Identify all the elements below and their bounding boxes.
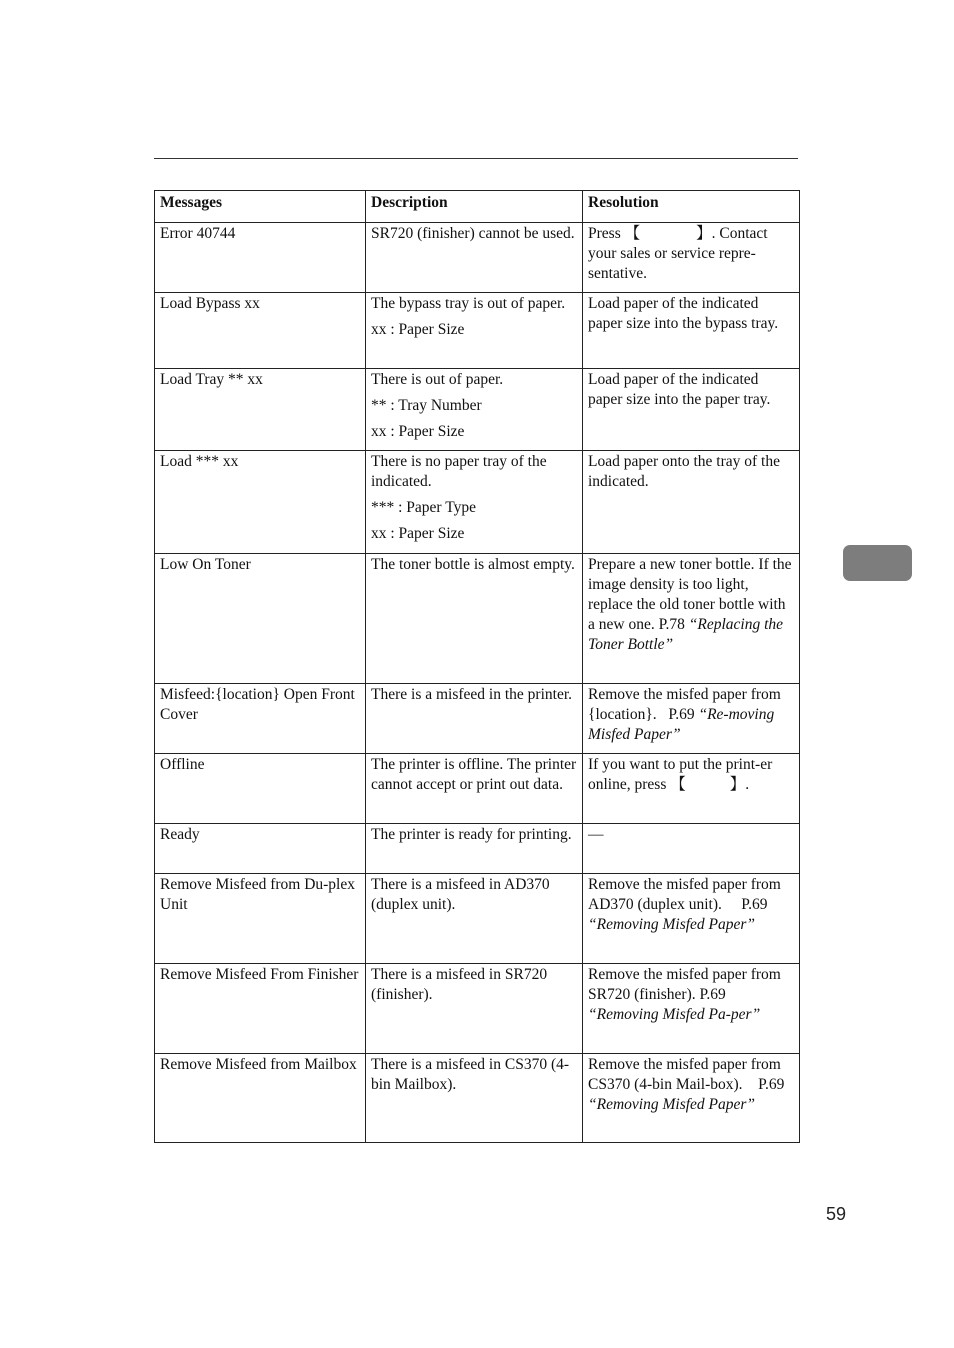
reference-title[interactable]: “Removing Misfed Paper” — [588, 1096, 756, 1113]
table-row — [155, 554, 800, 684]
table-row — [155, 1054, 800, 1143]
reference-page[interactable]: P.69 — [668, 706, 699, 723]
description-cell: There is a misfeed in the printer. — [366, 684, 583, 754]
table-row — [155, 223, 800, 293]
page-number: 59 — [825, 1204, 846, 1224]
error-messages-table — [154, 190, 800, 1143]
reference-title[interactable]: “Replacing the Toner Bottle” — [588, 616, 784, 653]
table-row — [155, 754, 800, 824]
message-cell: Offline — [155, 754, 366, 824]
key-bracket-open: 【 — [624, 225, 641, 242]
description-cell: The printer is ready for printing. — [366, 824, 583, 874]
table-row — [155, 874, 800, 964]
resolution-cell — [583, 754, 800, 824]
reference-title[interactable]: “Re-moving Misfed Paper” — [588, 706, 775, 743]
description-line: *** : Paper Type — [371, 499, 476, 516]
resolution-cell — [583, 554, 800, 684]
resolution-cell — [583, 874, 800, 964]
resolution-cell: Load paper of the indicated paper size into the bypass tray. — [583, 293, 800, 369]
resolution-cell — [583, 684, 800, 754]
message-cell: Load *** xx — [155, 451, 366, 554]
description-line: There is no paper tray of the indicated. — [371, 453, 547, 490]
resolution-cell: Load paper of the indicated paper size into the paper tray. — [583, 369, 800, 451]
resolution-text: . Contact your sales or service repre-sentative. — [588, 225, 768, 282]
resolution-text: . — [745, 776, 750, 793]
description-cell: There is a misfeed in AD370 (duplex unit). — [366, 874, 583, 964]
table-header-row — [155, 191, 800, 223]
message-cell: Remove Misfeed from Mailbox — [155, 1054, 366, 1143]
key-bracket-close: 】 — [696, 225, 712, 242]
message-cell: Load Bypass xx — [155, 293, 366, 369]
resolution-cell: — — [583, 824, 800, 874]
resolution-cell — [583, 1054, 800, 1143]
table-row — [155, 964, 800, 1054]
key-bracket-close: 】 — [729, 776, 746, 793]
key-bracket-open: 【 — [670, 776, 686, 793]
message-cell: Error 40744 — [155, 223, 366, 293]
description-cell: The printer is offline. The printer cannot accept or print out data. — [366, 754, 583, 824]
message-cell: Ready — [155, 824, 366, 874]
column-header-description: Description — [366, 191, 583, 223]
column-header-messages: Messages — [155, 191, 366, 223]
table-row — [155, 684, 800, 754]
description-cell: SR720 (finisher) cannot be used. — [366, 223, 583, 293]
description-cell — [366, 451, 583, 554]
resolution-text: Remove the misfed paper from CS370 (4-bin Mail-box). — [588, 1056, 781, 1093]
description-cell — [366, 293, 583, 369]
message-cell: Misfeed:{location} Open Front Cover — [155, 684, 366, 754]
table-row — [155, 824, 800, 874]
message-cell: Remove Misfeed from Du-plex Unit — [155, 874, 366, 964]
description-cell: There is a misfeed in CS370 (4-bin Mailbox). — [366, 1054, 583, 1143]
chapter-tab-marker — [843, 545, 912, 581]
resolution-text: Prepare a new toner bottle. If the image density is too light, replace the old toner bottle with a new one. — [588, 556, 792, 633]
message-cell: Remove Misfeed From Finisher — [155, 964, 366, 1054]
description-line: The bypass tray is out of paper. — [371, 295, 566, 312]
message-cell: Low On Toner — [155, 554, 366, 684]
description-line: xx : Paper Size — [371, 423, 465, 440]
description-line: xx : Paper Size — [371, 525, 465, 542]
message-cell: Load Tray ** xx — [155, 369, 366, 451]
reference-page[interactable]: P.69 — [758, 1076, 785, 1093]
reference-title[interactable]: “Removing Misfed Paper” — [588, 916, 756, 933]
header-rule — [154, 158, 798, 159]
table-row — [155, 293, 800, 369]
reference-title[interactable]: “Removing Misfed Pa-per” — [588, 1006, 761, 1023]
reference-page[interactable]: P.78 — [658, 616, 689, 633]
reference-page[interactable]: P.69 — [741, 896, 768, 913]
description-line: ** : Tray Number — [371, 397, 482, 414]
resolution-cell: Load paper onto the tray of the indicated. — [583, 451, 800, 554]
table-row — [155, 451, 800, 554]
resolution-text: Remove the misfed paper from SR720 (finisher). — [588, 966, 781, 1003]
description-line: There is out of paper. — [371, 371, 504, 388]
description-cell: There is a misfeed in SR720 (finisher). — [366, 964, 583, 1054]
resolution-cell — [583, 964, 800, 1054]
description-line: xx : Paper Size — [371, 321, 465, 338]
description-cell — [366, 369, 583, 451]
column-header-resolution: Resolution — [583, 191, 800, 223]
reference-page[interactable]: P.69 — [699, 986, 726, 1003]
resolution-text: Press — [588, 225, 625, 242]
resolution-cell — [583, 223, 800, 293]
resolution-text: If you want to put the print-er online, press — [588, 756, 773, 793]
table-row — [155, 369, 800, 451]
resolution-text: Remove the misfed paper from AD370 (duplex unit). — [588, 876, 781, 913]
description-cell: The toner bottle is almost empty. — [366, 554, 583, 684]
resolution-text: Remove the misfed paper from {location}. — [588, 686, 781, 723]
